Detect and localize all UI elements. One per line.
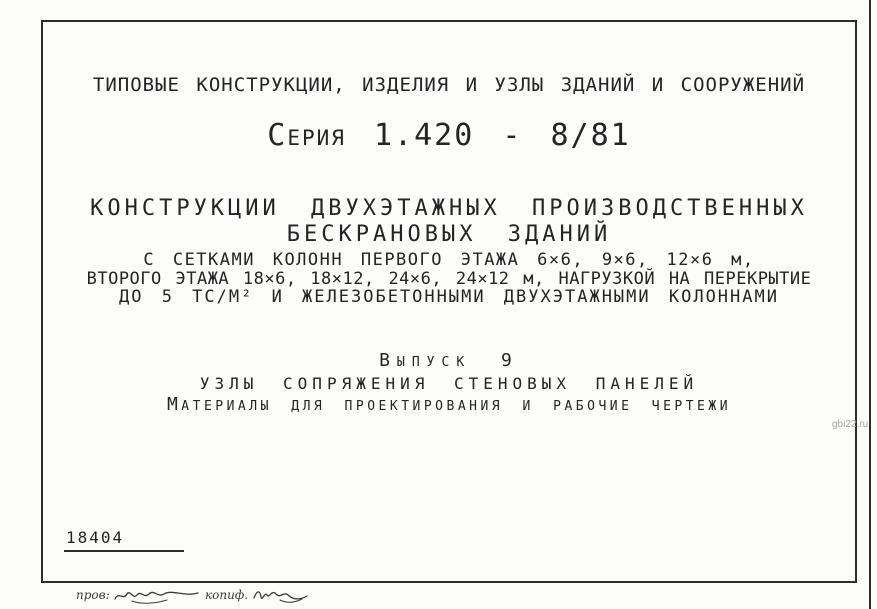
sheet-edge-line [869,0,871,609]
copied-by-block [205,585,310,607]
subtitle-line2: ВТОРОГО ЭТАЖА 18×6, 18×12, 24×6, 24×12 м, НАГРУЗКОЙ НА ПЕРЕКРЫТИЕ [86,269,812,289]
series-title: Серия 1.420 - 8/81 [267,118,631,153]
checked-by-block [76,585,202,607]
watermark-text: gbi22.ru [832,419,869,430]
main-title-line2: БЕСКРАНОВЫХ ЗДАНИЙ [286,222,612,247]
subtitle-line3: ДО 5 ТС/М² И ЖЕЛЕЗОБЕТОННЫМИ ДВУХЭТАЖНЫМИ КОЛОННАМИ [119,287,779,307]
main-title-line1: КОНСТРУКЦИИ ДВУХЭТАЖНЫХ ПРОИЗВОДСТВЕННЫХ [90,196,808,221]
document-number: 18404 [64,528,184,552]
checked-by-label: пров: [76,588,110,602]
issue-subtitle-line2: Материалы для проектирования и рабочие чертежи [166,394,732,415]
signature-checked-icon [112,585,202,607]
document-number-block [64,528,184,552]
issue-heading: Выпуск 9 [379,350,519,371]
issue-subtitle-line1: УЗЛЫ СОПРЯЖЕНИЯ СТЕНОВЫХ ПАНЕЛЕЙ [199,374,699,393]
copied-by-label: копиф. [205,588,249,602]
document-header-line: ТИПОВЫЕ КОНСТРУКЦИИ, ИЗДЕЛИЯ И УЗЛЫ ЗДАНИЙ И СООРУЖЕНИЙ [92,74,806,96]
subtitle-line1: С СЕТКАМИ КОЛОНН ПЕРВОГО ЭТАЖА 6×6, 9×6, 12×6 м, [143,250,755,270]
signature-copied-icon [250,585,310,607]
